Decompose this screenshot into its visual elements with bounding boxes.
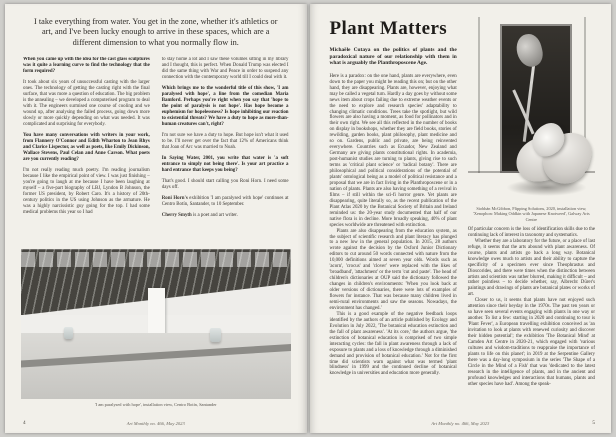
- glass-sculpture: [210, 328, 221, 342]
- exhibition-credit: [162, 196, 289, 208]
- author-byline: [162, 213, 289, 219]
- pull-quote: I take everything from water. You get in the zone, whether it's athletics or art, and I've been lucky enough to arrive in these spaces, which are a different dimension to what you normally flow in.: [34, 17, 278, 47]
- interview-answer: I'm not sure we have a duty to hope. But hope isn't what it used to be. I'll never get over the fact that 12% of Americans think that Joan of Arc was married to Noah.: [161, 133, 289, 151]
- interview-answer: It took about six years of unsuccessful casting with the larger ones. The technology of getting the casting right with the final surface, that was more a question of education. The big problem is the annealing – we developed a computerised program to deal with it. The engineers surmised one course of cooling and we wound up, after analysing the failed process, going down more slowly or more quickly depending on what was needed. It was complicated and surprising for everybody.: [23, 80, 150, 128]
- right-page-column-1: [330, 16, 457, 388]
- left-page-column-1: [23, 57, 150, 245]
- sculpture-shadow: [506, 179, 587, 196]
- article-columns: [330, 16, 596, 388]
- article-title: Plant Matters: [329, 18, 448, 39]
- glass-sculpture: [64, 327, 73, 339]
- right-page-column-2: [468, 16, 595, 388]
- page-number: 5: [592, 420, 595, 426]
- interview-question: In Saying Water, 2001, you write that water is 'a soft entrance to simply not being there'. Is your art practice a hard entrance that keeps you being?: [161, 156, 289, 174]
- photo-caption: Siobhán McGibbon, Flipping Solutions, 2020, installation view, 'Xenophon: Making Oddkin with Japanese Knotweed', Galway Arts Centre: [473, 206, 590, 222]
- article-paragraph: Plants are also disappearing from the education system, as the subject of scientific research and plant literacy has plunged to a new low in the general population. In 2015, 28 authors wrote against the decision by the Oxford Junior Dictionary editors to cut around 50 words connected with nature from the 10,000 definitions aimed at seven year olds. Words such as 'acorn', 'crocus' and 'clover' were replaced with the likes of 'broadband', 'attachment' or the term 'cut and paste'. The head of children's dictionaries at OUP said the dictionary followed the changes in children's environments: 'When you look back at older versions of dictionaries, there were lots of examples of flowers for instance. That was because many children lived in semi-rural environments and saw the seasons. Nowadays, the environment has changed.': [329, 228, 457, 311]
- credit-artist-name: Roni Horn's: [161, 196, 188, 202]
- page-number: 4: [23, 420, 26, 426]
- right-page: [310, 4, 612, 433]
- photo-caption: 'I am paralysed with hope', installation view, Centro Botín, Santander: [94, 402, 217, 408]
- interview-question: When you came up with the idea for the cast glass sculptures was it quite a learning curve to find the technology that the form required?: [23, 57, 150, 75]
- gallery-pillar: [148, 288, 165, 339]
- interview-answer: That's good. I should start calling you Roni Horn. I need some days off.: [161, 179, 289, 191]
- gallery-floor: [21, 333, 291, 399]
- article-content: [310, 4, 612, 388]
- article-paragraph: Closer to us, it seems that plants have not enjoyed such attention since their heyday in the 1970s. The past ten years or so have seen several events engaging with plants in one way or another. To list a few: starting in 2020 and continuing to tour is 'Plant Fever', a European travelling exhibition conceived as 'an invitation to look at plants with renewed curiosity and discover their hidden potential'; the exhibition 'The Botanical Mind' at Camden Art Centre in 2020-21, which engaged with 'various cultures and wisdom-traditions to reappraise the importance of plants to life on this planet'; in 2019 at the Serpentine Gallery there was a day-long symposium in the series 'The Shape of a Circle in the Mind of a Fish' that was 'dedicated to the latest research in the intelligence of plants, and in the ancient and profound knowledges and interactions that humans, plants and other species have had'. Among the speak-: [467, 298, 595, 387]
- article-paragraph: Whether they are a laboratory for the future, or a place of last refuge, it seems that the arts abound with plant awareness. Of course, plants and artists go back a long way. Botanical knowledge owes much to artists and their ability to capture the specificity of a specimen ever since Theophrastus and Dioscorides, and there were times when the distinction between artists and scientists was rather blurred, making it difficult – and rather pointless – to decide whether, say, Albrecht Dürer's paintings and drawings of plants are botanical plates or works of art.: [467, 238, 595, 298]
- left-page-column-2: [162, 57, 289, 245]
- article-paragraph: Here is a paradox: on the one hand, plants are everywhere, even down to the paper you might be reading this on; but on the other hand, they are disappearing. Plants are, however, enjoying what may be called a vegetal turn. Hardly a day goes by without some news item about crops failing due to extreme weather events or the need to explore and research species' adaptability to changing climatic conditions. Trees take the spotlight, but wild flowers are also having a moment, as food for pollinators and in their own right. We see all this reflected in the number of books on display in bookshops, whether they are field books, stories of rewilding, garden books, plant philosophy, plant medicine and so on. Gardens, public and private, are being reinvented everywhere. Countries such as Ecuador, New Zealand and Germany are giving plants constitutional rights. In academia, post-humanist studies are turning to plants, giving rise to such terms as 'critical plant science' or 'radical botany'. There are philosophical and political considerations of the potential of plants' ontological being as a model of political resistance and a proposal that we are in fact living in the Planthroposcene or in a nation of plants. Plants are also having something of a revival in films – if still within the sci-fi horror genre. Yet plants are disappearing, quite literally so, as the recent publication of the Plant Atlas 2020 by the Botanical Society of Britain and Ireland reminded us: the 20-year study documented that half of our native flora is in decline. More broadly speaking, 40% of plant species worldwide are threatened with extinction.: [329, 73, 457, 228]
- interview-question: You have many conversations with writers in your work, from Flannery O'Connor and Edith Wharton to Jean Rhys and Clarice Lispector, as well as poets, like Emily Dickinson, Wallace Stevens, Paul Celan and Anne Carson. What poets are you currently reading?: [23, 133, 150, 163]
- credit-text: exhibition 'I am paralysed with hope' continues at Centro Botín, Santander, to 10 September.: [161, 196, 289, 208]
- interview-answer: I'm not really reading much poetry. I'm reading journalism because I like the empirical point of view. I was just finishing – you're going to laugh at me because I have been laughing at myself – a five-part biography of LBJ, Lyndon B Johnson, the former US president, by Robert Caro. It's a history of 20th-century politics in the US using Johnson as the armature. He was a highly narcissistic guy going for the top. I had some medical problems this year so I had: [23, 168, 150, 216]
- wall-panel-line: [478, 17, 480, 173]
- gallery-skylight: [21, 252, 291, 267]
- installation-photo: [21, 249, 291, 399]
- interview-columns: [5, 57, 307, 245]
- left-page: [5, 4, 307, 433]
- interview-question: Which brings me to the wonderful title of this show, 'I am paralysed with hope', a line from the comedian Maria Bamford. Perhaps you're right when you say that 'hope to the point of paralysis is not hope'. Has hope become a euphemism for hopelessness? Is hope inhibiting our reaction to existential threats? We have a duty to hope as more-than-human creatures can't, right?: [161, 86, 289, 128]
- article-paragraph: Of particular concern is the loss of identification skills due to the continuing lack of interest in taxonomy and systematics.: [467, 226, 595, 238]
- byline-text: is a poet and art writer.: [191, 213, 238, 219]
- journal-footer: Art Monthly no. 466, May 2023: [126, 421, 185, 426]
- article-standfirst: Michaële Cutaya on the politics of plants and the paradoxical nature of our relationship with them in what is arguably the Planthroposcene Age.: [329, 47, 457, 67]
- sculpture-photo: [468, 17, 595, 203]
- byline-author-name: Cherry Smyth: [161, 213, 192, 219]
- interview-answer-continued: to stay home a lot and I saw these volumes sitting in my library and I thought, this is perfect. When Donald Trump was elected I did the same thing with War and Peace in order to suspend any connection with the contemporary world till I could deal with it.: [161, 57, 289, 81]
- article-paragraph: This is a good example of the negative feedback loops identified by the authors of an article published by Ecology and Evolution in July 2022, 'The botanical education extinction and the fall of plant awareness'. 'At its core,' the authors argue, 'the extinction of botanical education is comprised of two simple interacting cycles: the fall in plant awareness through a lack of exposure to plants and a loss of knowledge through a diminished demand and provision of botanical education.' Not for the first time did scientists warn against what was termed 'plant blindness' in 1999 and the continued decline of botanical knowledge in universities and education more generally.: [329, 311, 457, 377]
- journal-footer: Art Monthly no. 466, May 2023: [431, 421, 490, 426]
